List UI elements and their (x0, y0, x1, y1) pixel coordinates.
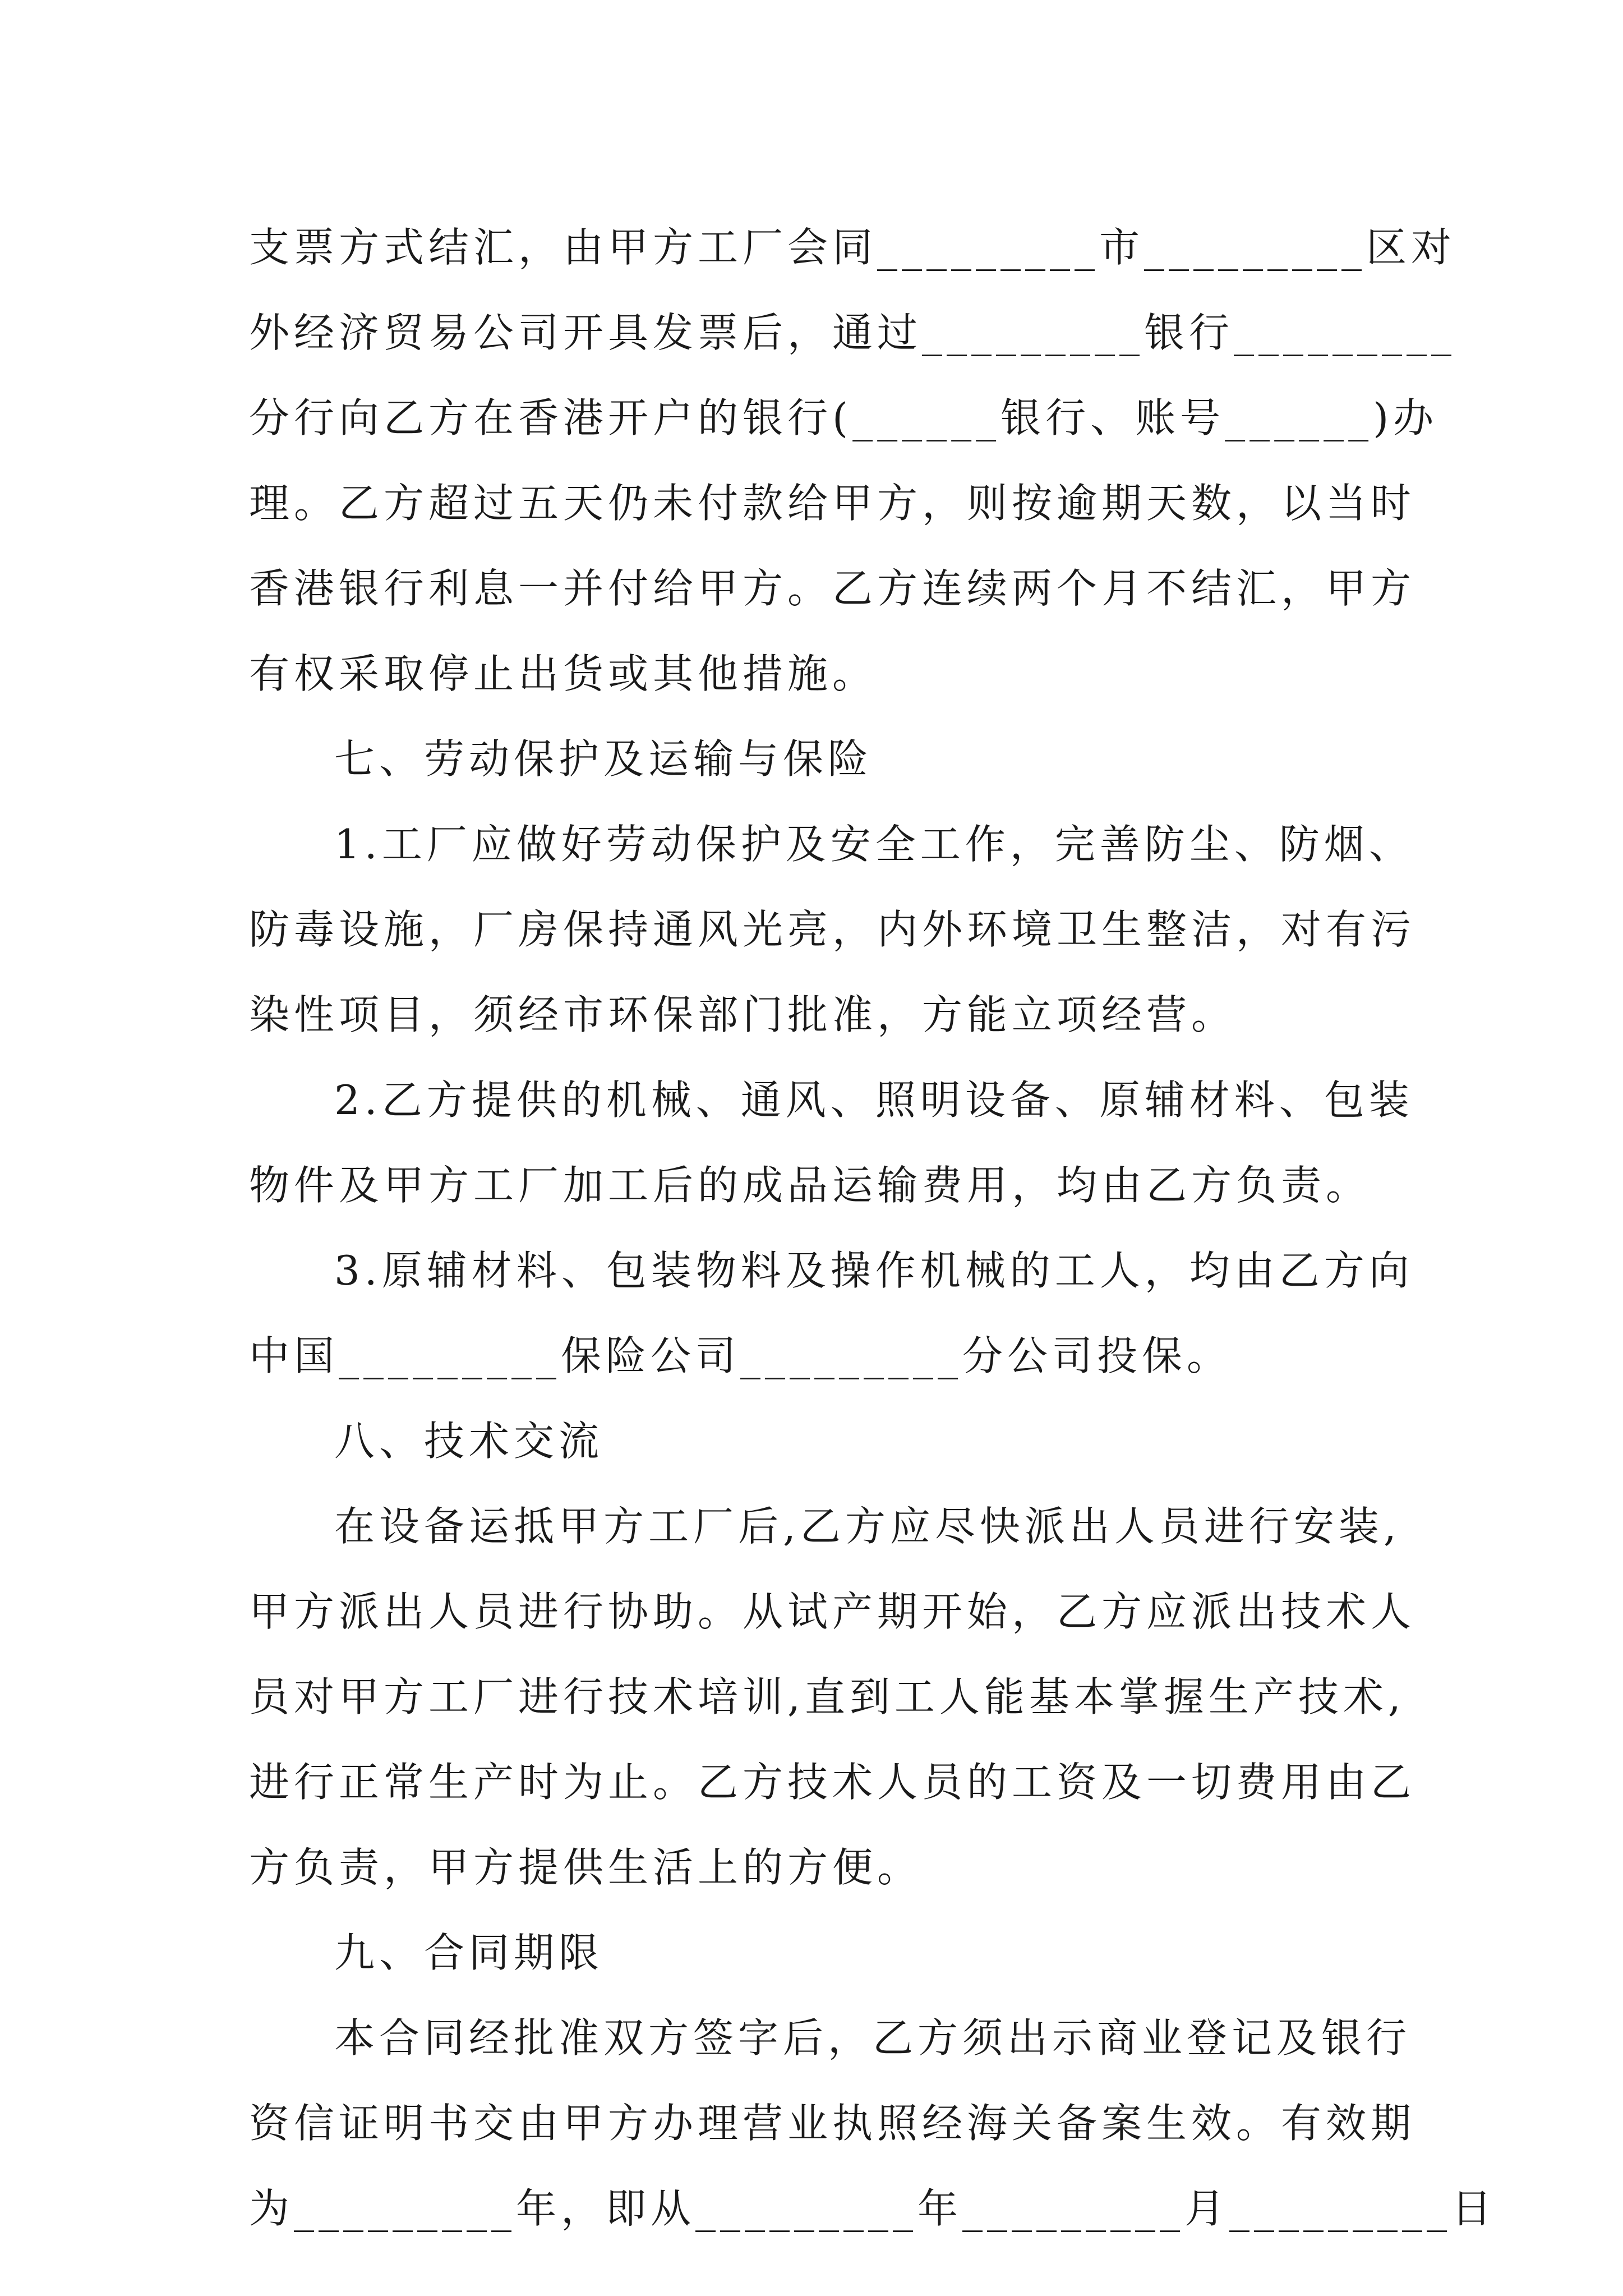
text-line: 3.原辅材料、包装物料及操作机械的工人，均由乙方向 (334, 1247, 1414, 1294)
text-line: 有权采取停止出货或其他措施。 (249, 650, 878, 697)
text-line: 染性项目，须经市环保部门批准，方能立项经营。 (249, 991, 1237, 1038)
text-line: 分行向乙方在香港开户的银行(______银行、账号______)办 (249, 394, 1438, 441)
text-line: 资信证明书交由甲方办理营业执照经海关备案生效。有效期 (249, 2100, 1416, 2147)
text-line: 支票方式结汇，由甲方工厂会同_________市_________区对 (249, 224, 1456, 271)
text-line: 防毒设施，厂房保持通风光亮，内外环境卫生整洁，对有污 (249, 906, 1416, 953)
text-line: 香港银行利息一并付给甲方。乙方连续两个月不结汇，甲方 (249, 565, 1416, 612)
text-line: 1.工厂应做好劳动保护及安全工作，完善防尘、防烟、 (334, 821, 1414, 868)
contract-body (249, 205, 1496, 2251)
text-line: 员对甲方工厂进行技术培训,直到工人能基本掌握生产技术, (249, 1673, 1405, 1720)
text-line: 在设备运抵甲方工厂后,乙方应尽快派出人员进行安装, (334, 1503, 1401, 1550)
text-line: 物件及甲方工厂加工后的成品运输费用，均由乙方负责。 (249, 1162, 1371, 1209)
text-line: 方负责，甲方提供生活上的方便。 (249, 1844, 923, 1891)
section-heading: 八、技术交流 (334, 1418, 604, 1465)
text-line: 本合同经批准双方签字后，乙方须出示商业登记及银行 (334, 2014, 1412, 2062)
text-line: 2.乙方提供的机械、通风、照明设备、原辅材料、包装 (334, 1076, 1414, 1124)
text-line: 外经济贸易公司开具发票后，通过_________银行_________ (249, 309, 1456, 356)
section-heading: 九、合同期限 (334, 1929, 604, 1976)
section-heading: 七、劳动保护及运输与保险 (334, 735, 873, 783)
text-line: 理。乙方超过五天仍未付款给甲方，则按逾期天数，以当时 (249, 480, 1416, 527)
text-line: 进行正常生产时为止。乙方技术人员的工资及一切费用由乙 (249, 1759, 1416, 1806)
text-line: 为_________年，即从_________年_________月_________日 (249, 2185, 1496, 2232)
text-line: 甲方派出人员进行协助。从试产期开始，乙方应派出技术人 (249, 1588, 1416, 1635)
text-line: 中国_________保险公司_________分公司投保。 (249, 1332, 1232, 1379)
